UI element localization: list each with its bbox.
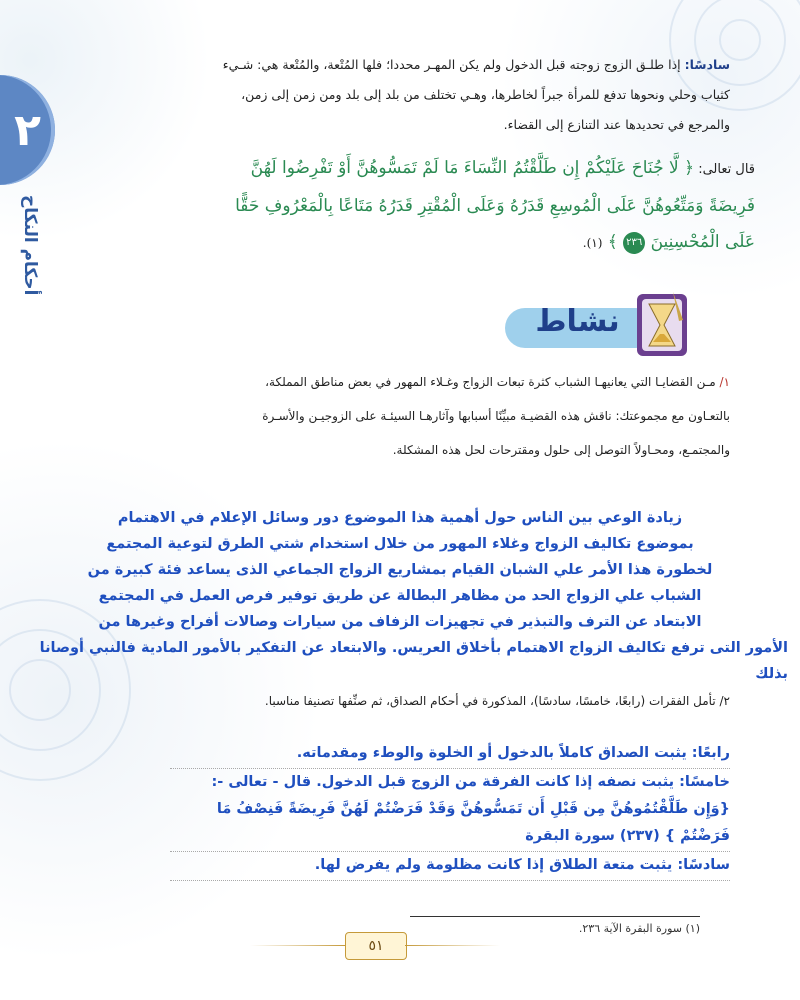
verse-close: ﴾ [602,232,624,252]
footnote: (١) سورة البقرة الآية ٢٣٦. [578,922,700,935]
quran-verse [235,150,755,261]
page-number: ٥١ [345,932,407,960]
page-number-rule [250,945,345,946]
question-1-number: ١/ [719,375,730,389]
question-1 [235,365,730,467]
footnote-divider [410,916,700,917]
answer-1-line: الأمور التى ترفع تكاليف الزواج الاهتمام بأخلاق العريس. والابتعاد عن التفكير بالأمور المادية فالنبي أوصانا بذلك [39,640,788,682]
question-2 [235,684,730,718]
answer-1-line: زيادة الوعي بين الناس حول أهمية هذا الموضوع دور وسائل الإعلام في الاهتمام [117,510,683,526]
activity-label: نشاط [535,304,620,339]
answer-1-line: لخطورة هذا الأمر علي الشبان القيام بمشاريع الزواج الجماعي الذى يساعد فئة كبيرة من [87,562,713,578]
verse-text: ﴿ لَّا جُنَاحَ عَلَيْكُمْ إِن طَلَّقْتُمُ النِّسَاءَ مَا لَمْ تَمَسُّوهُنَّ أَوْ تَفْرِضُوا لَهُنَّ فَرِيضَةً وَمَتِّعُوهُنَّ عَلَى الْمُوسِعِ قَدَرُهُ وَعَلَى الْمُقْتِرِ قَدَرُهُ مَتَاعًا بِالْمَعْرُوفِ حَقًّا عَلَى الْمُحْسِنِينَ [235,158,755,252]
chapter-number: ٢ [14,104,41,156]
answer-2-line: رابعًا: يثبت الصداق كاملاً بالدخول أو الخلوة والوطء ومقدماته. [170,740,730,769]
answer-2-line: خامسًا: يثبت نصفه إذا كانت الفرقة من الزوج قبل الدخول. قال - تعالى -: {وَإِن طَلَّقْتُمُوهُنَّ مِن قَبْلِ أَن تَمَسُّوهُنَّ وَقَدْ فَرَضْتُمْ لَهُنَّ فَرِيضَةً فَنِصْفُ مَا فَرَضْتُمْ } (٢٣٧) سورة البقرة [170,769,730,852]
paragraph-sixth [200,50,730,140]
hourglass-icon [633,290,691,360]
question-2-number: ٢/ [719,694,730,708]
question-1-text: مـن القضايـا التي يعانيهـا الشباب كثرة تبعات الزواج وغـلاء المهور في بعض مناطق المملكة، بالتعـاون مع مجموعتك: ناقش هذه القضيـة مبيِّنًا أسبابها وآثارهـا السيئـة على الزوجيـن والأسـرة والمجتمـع، ومحـاولاً التوصل إلى حلول ومقترحات لحل هذه المشكلة. [262,375,730,457]
question-2-text: تأمل الفقرات (رابعًا، خامسًا، سادسًا)، المذكورة في أحكام الصداق، ثم صنِّفها تصنيفا مناسبا. [264,694,720,708]
answer-1-line: الشباب علي الزواج الحد من مظاهر البطالة عن طريق توفير فرص العمل في المجتمع [98,588,702,604]
paragraph-text: إذا طلـق الزوج زوجته قبل الدخول ولم يكن المهـر محددا؛ فلها المُتْعة، والمُتْعة هي: شـيء كثياب وحلي ونحوها تدفع للمرأة جبراً لخاطرها، وهـي تختلف من بلد إلى بلد ومن زمن إلى زمن، والمرجع في تحديدها عند التنازع إلى القضاء. [222,57,730,132]
answer-1-line: الابتعاد عن الترف والتبذير في تجهيزات الزفاف من سيارات وصالات أفراح وغيرها من [98,614,702,630]
verse-intro: قال تعالى: [694,162,755,177]
ayah-number: ٢٣٦ [623,232,645,254]
chapter-title: أحكام النكاح [20,194,40,296]
answer-2 [170,740,730,881]
answer-1-line: بموضوع تكاليف الزواج وغلاء المهور من خلال استخدام شتي الطرق لتوعية المجتمع [106,536,694,552]
answer-2-line: سادسًا: يثبت متعة الطلاق إذا كانت مظلومة ولم يفرض لها. [170,852,730,881]
activity-banner [505,290,705,360]
footnote-reference: (١). [582,236,603,250]
page-number-rule [405,945,500,946]
answer-1 [12,505,788,687]
paragraph-lead: سادسًا: [684,57,730,72]
